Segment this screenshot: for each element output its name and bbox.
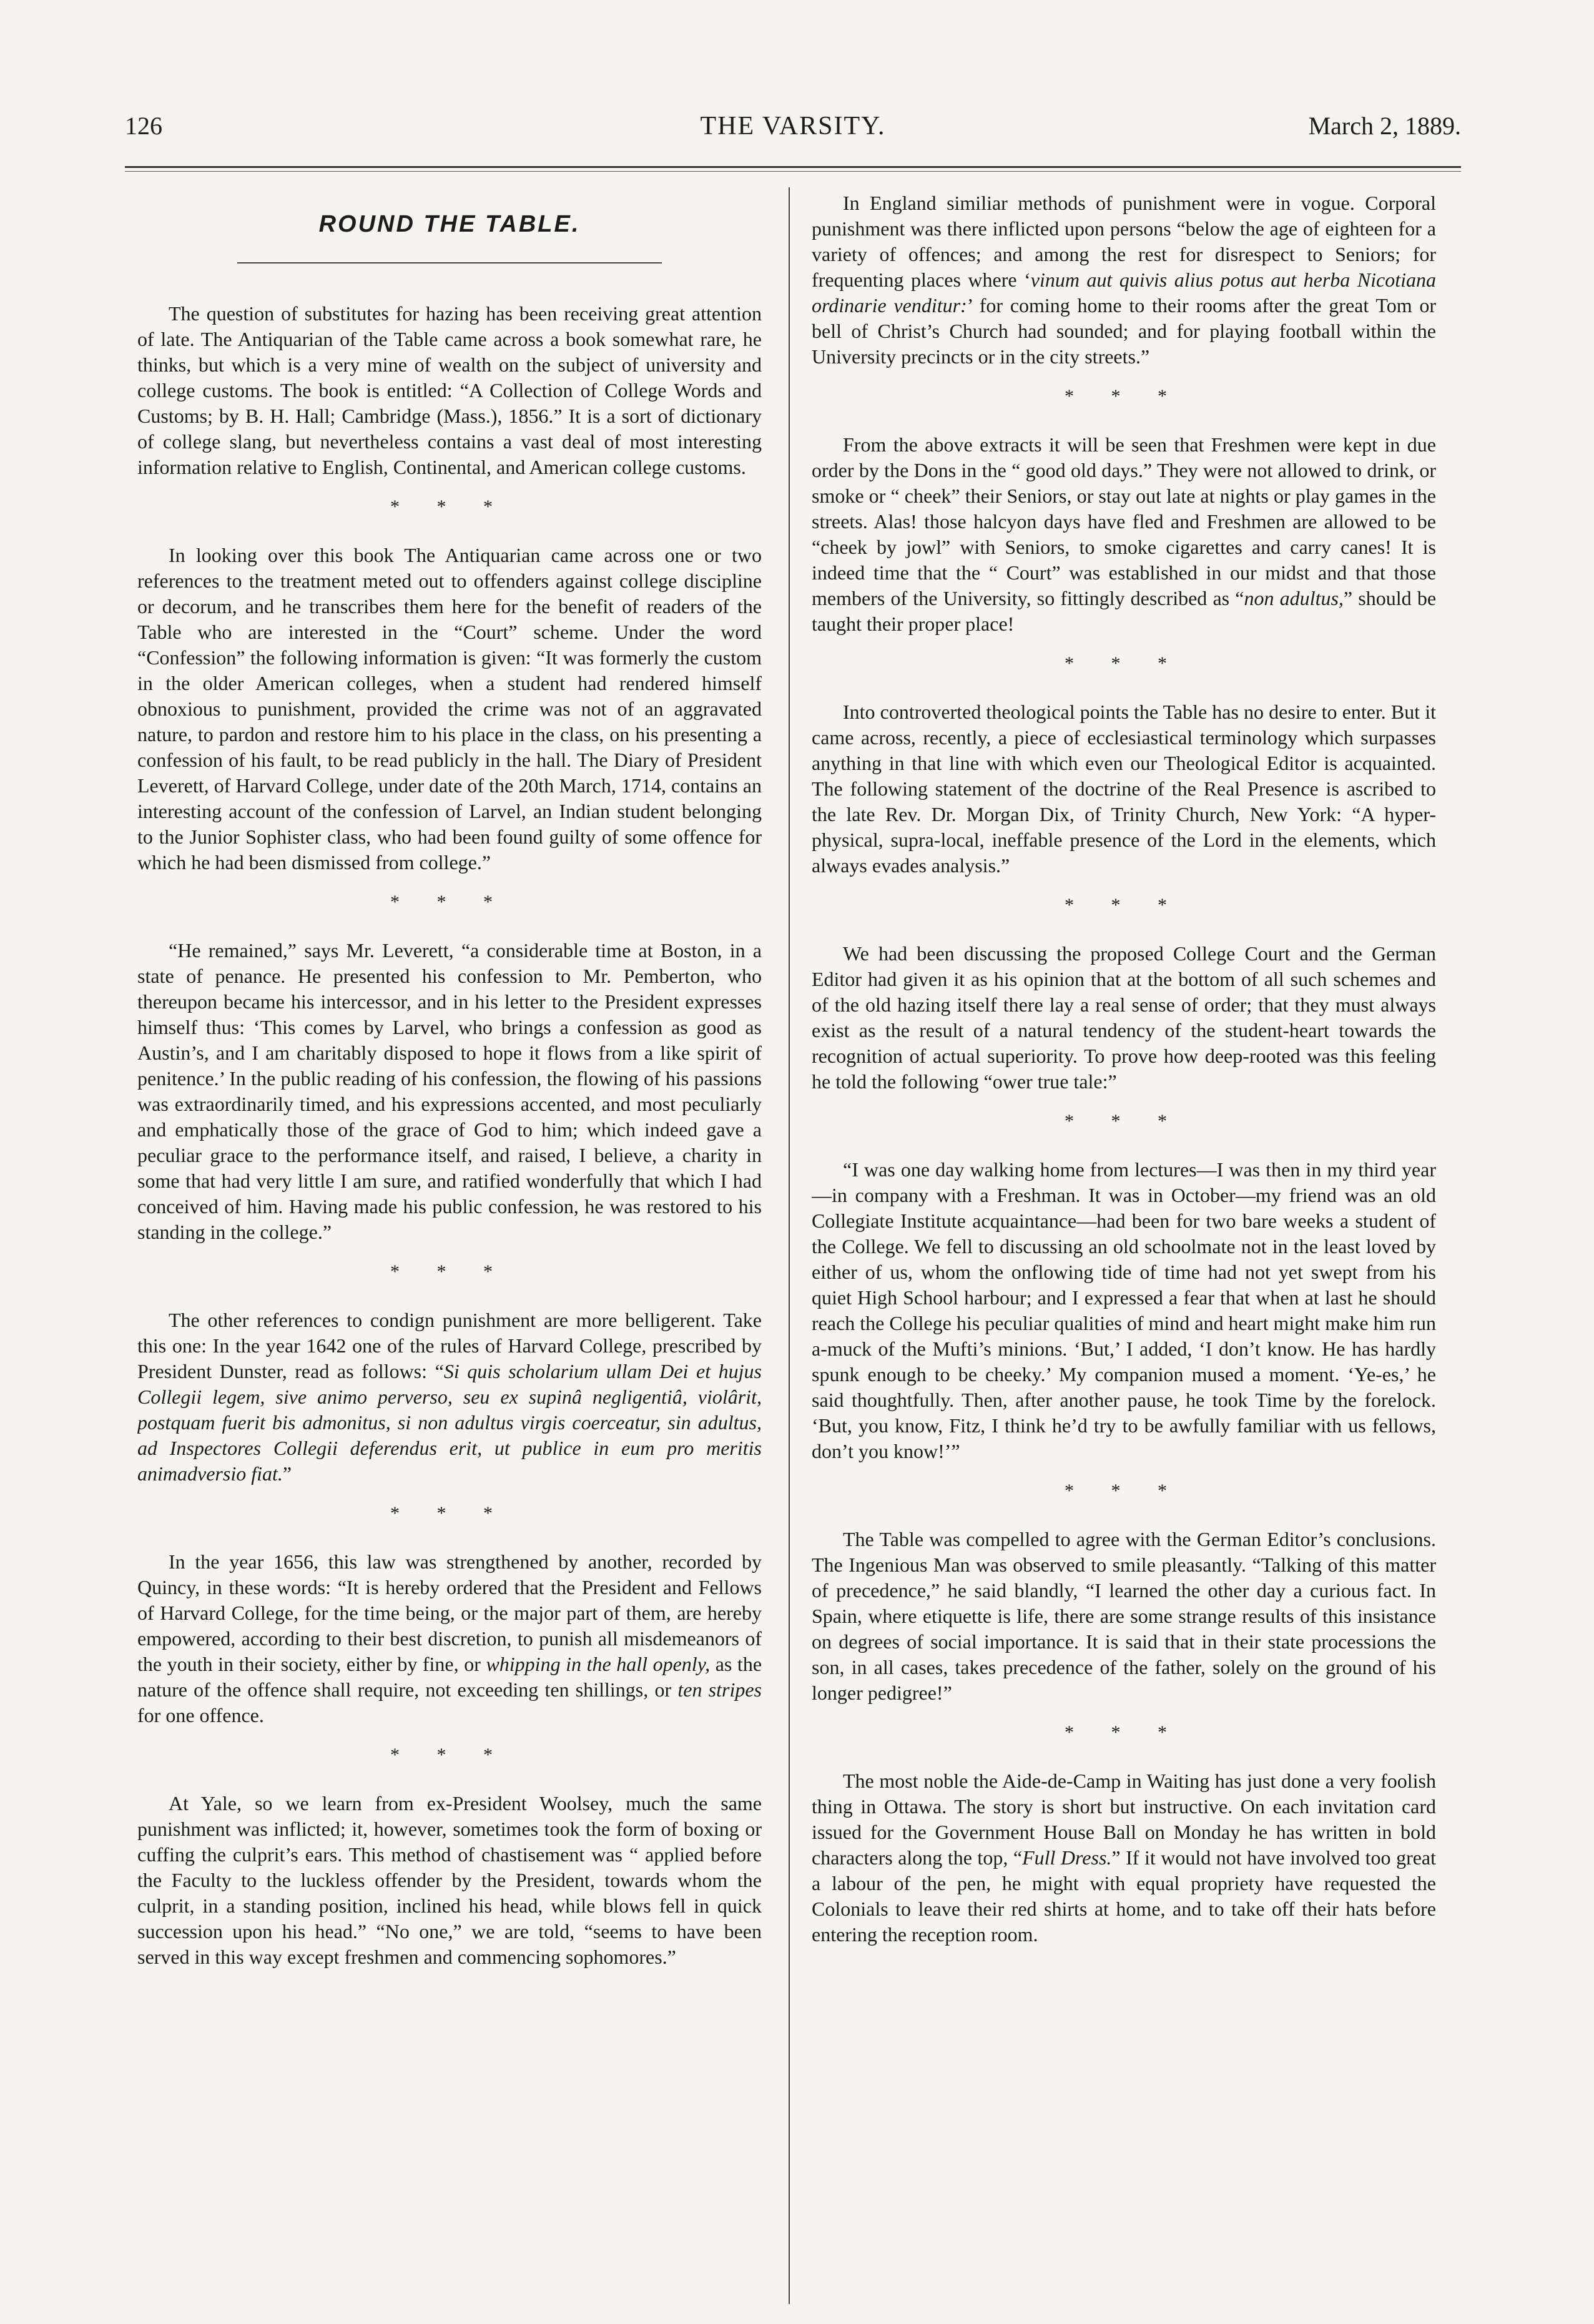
paragraph-text: In England similiar methods of punishment were in vogue. Corporal punishment was there inflicted upon persons “below the age of eighteen for a variety of offences; and among the rest for disrespect to Seniors; for frequenting places where ‘ xyxy=(812,192,1436,291)
asterism-separator: * * * xyxy=(1065,895,1183,915)
paragraph xyxy=(812,190,1436,370)
title-rule xyxy=(237,262,662,263)
italic-phrase: whipping in the hall openly, xyxy=(486,1653,711,1675)
asterism-separator: * * * xyxy=(1065,1480,1183,1501)
asterism-separator: * * * xyxy=(1065,653,1183,674)
asterism-separator: * * * xyxy=(390,1503,509,1524)
paragraph xyxy=(137,1307,762,1487)
paragraph: The question of substitutes for hazing has been receiving great attention of late. The Antiquarian of the Table came across a book somewhat rare, he thinks, but which is a very mine of wealth on the subject of university and college customs. The book is entitled: “A Collection of College Words and Customs; by B. H. Hall; Cambridge (Mass.), 1856.” It is a sort of dictionary of college slang, but nevertheless contains a vast deal of most interesting information relative to English, Continental, and American college customs. xyxy=(137,302,762,478)
asterism-separator: * * * xyxy=(1065,1111,1183,1131)
paragraph: “He remained,” says Mr. Leverett, “a considerable time at Boston, in a state of penance. He presented his confession to Mr. Pemberton, who thereupon became his intercessor, and in his letter to the President expresses himself thus: ‘This comes by Larvel, who brings a confession as good as Austin’s, and I am charitably disposed to hope it flows from a like spirit of penitence.’ In the public reading of his confession, the flowing of his passions was extraordinarily timed, and his expressions accented, and most peculiarly and emphatically those of the grace of God to him; which indeed gave a peculiar grace to the performance itself, and raised, I believe, a charity in some that had very little I am sure, and ratified wonderfully that which I had conceived of him. Having made his public confession, he was restored to his standing in the college.” xyxy=(137,939,762,1243)
paragraph-text: The other references to condign punishment are more belligerent. Take this one: In the year 1642 one of the rules of Harvard College, prescribed by President Dunster, read as follows: “ xyxy=(137,1309,762,1382)
asterism-separator: * * * xyxy=(390,1261,509,1282)
paragraph-text: as the nature of the offence shall require, not exceeding ten shillings, or xyxy=(137,1653,762,1701)
right-column xyxy=(812,190,1436,2301)
paragraph-text: for one offence. xyxy=(137,1704,264,1726)
paragraph-text: ’ for coming home to their rooms after the great Tom or bell of Christ’s Church had sounded; and for playing football within the University precincts or in the city streets.” xyxy=(812,294,1436,368)
paragraph-text: The most noble the Aide-de-Camp in Waiting has just done a very foolish thing in Ottawa. The story is short but instructive. On each invitation card issued for the Government House Ball on Monday he has written in bold characters along the top, “ xyxy=(812,1770,1436,1869)
paragraph: Into controverted theological points the Table has no desire to enter. But it came across, recently, a piece of ecclesiastical terminology which surpasses anything in that line with which even our Theological Editor is acquainted. The following statement of the doctrine of the Real Presence is ascribed to the late Rev. Dr. Morgan Dix, of Trinity Church, New York: “A hyper-physical, supra-local, ineffable presence of the Lord in the elements, which always evades analysis.” xyxy=(812,701,1436,877)
paragraph xyxy=(137,1549,762,1728)
paragraph xyxy=(812,1768,1436,1947)
quote-close: ” xyxy=(282,1462,292,1485)
paragraph xyxy=(812,432,1436,637)
paragraph: We had been discussing the proposed College Court and the German Editor had given it as his opinion that at the bottom of all such schemes and of the old hazing itself there lay a real sense of order; that they must always exist as the result of a natural tendency of the student-heart towards the recognition of actual superiority. To prove how deep-rooted was this feeling he told the following “ower true tale:” xyxy=(812,942,1436,1093)
header-rule xyxy=(125,166,1461,168)
header-rule-thin xyxy=(125,171,1461,172)
latin-quotation: Si quis scholarium ullam Dei et hujus Collegii legem, sive animo perverso, seu ex supinâ negligentiâ, violârit, postquam fuerit bis admonitus, si non adultus virgis coerceatur, sin adultus, ad Inspectores Collegii deferendus erit, ut publice in eum pro meritis animadversio fiat. xyxy=(137,1360,762,1485)
section-title: ROUND THE TABLE. xyxy=(318,211,581,237)
asterism-separator: * * * xyxy=(1065,386,1183,406)
paragraph: “I was one day walking home from lectures—I was then in my third year—in company with a Freshman. It was in October—my friend was an old Collegiate Institute acquaintance—had been for two bare weeks a student of the College. We fell to discussing an old schoolmate not in the least loved by either of us, whom the onflowing tide of time had not yet swept from his quiet High School harbour; and I expressed a fear that when at last he should reach the College his peculiar qualities of mind and heart might make him run a-muck of the Mufti’s minions. ‘But,’ I added, ‘I don’t know. He has hardly spunk enough to be cheeky.’ My companion mused a moment. ‘Ye-es,’ he said thoughtfully. Then, after another pause, he took Time by the forelock. ‘But, you know, Fitz, I think he’d try to be awfully familiar with us fellows, don’t you know!’” xyxy=(812,1158,1436,1462)
asterism-separator: * * * xyxy=(1065,1722,1183,1743)
issue-date: March 2, 1889. xyxy=(1308,112,1461,140)
left-column xyxy=(137,190,762,2301)
page-header xyxy=(125,111,1461,155)
italic-phrase: ten stripes xyxy=(677,1678,762,1701)
paragraph-text: From the above extracts it will be seen that Freshmen were kept in due order by the Dons in the “ good old days.” They were not allowed to drink, or smoke or “ cheek” their Seniors, or stay out late at nights or play games in the streets. Alas! those halcyon days have fled and Freshmen are allowed to be “cheek by jowl” with Seniors, to smoke cigarettes and carry canes! It is indeed time that the “ Court” was established in our midst and that those members of the University, so fittingly described as “ xyxy=(812,433,1436,609)
asterism-separator: * * * xyxy=(390,496,509,517)
column-divider xyxy=(789,187,790,2304)
italic-phrase: Full Dress. xyxy=(1022,1846,1112,1869)
paragraph-text: ” If it would not have involved too great a labour of the pen, he might with equal propriety have requested the Colonials to leave their red shirts at home, and to take off their hats before entering the reception room. xyxy=(812,1846,1436,1946)
latin-quotation: vinum aut quivis alius potus aut herba Nicotiana ordinarie venditur: xyxy=(812,268,1436,317)
page-number: 126 xyxy=(125,112,162,140)
paragraph: At Yale, so we learn from ex-President Woolsey, much the same punishment was inflicted; it, however, sometimes took the form of boxing or cuffing the culprit’s ears. This method of chastisement was “ applied before the Faculty to the luckless offender by the President, towards whom the culprit, in a standing position, inclined his head, while blows fell in quick succession upon his head.” “No one,” we are told, “seems to have been served in this way except freshmen and commencing sophomores.” xyxy=(137,1792,762,1968)
publication-title: THE VARSITY. xyxy=(700,112,886,140)
italic-phrase: non adultus, xyxy=(1244,587,1344,609)
paragraph: The Table was compelled to agree with the German Editor’s conclusions. The Ingenious Man was observed to smile pleasantly. “Talking of this matter of precedence,” he said blandly, “I learned the other day a curious fact. In Spain, where etiquette is life, there are some strange results of this insistance on degrees of social importance. It is said that in their state processions the son, in all cases, takes precedence of the father, solely on the ground of his longer pedigree!” xyxy=(812,1528,1436,1704)
paragraph-text: In the year 1656, this law was strengthened by another, recorded by Quincy, in these words: “It is hereby ordered that the President and Fellows of Harvard College, for the time being, or the major part of them, are hereby empowered, according to their best discretion, to punish all misdemeanors of the youth in their society, either by fine, or xyxy=(137,1550,762,1675)
paragraph: In looking over this book The Antiquarian came across one or two references to the treatment meted out to offenders against college discipline or decorum, and he transcribes them here for the benefit of readers of the Table who are interested in the “Court” scheme. Under the word “Confession” the following information is given: “It was formerly the custom in the older American colleges, when a student had rendered himself obnoxious to punishment, provided the crime was not of an aggravated nature, to pardon and restore him to his place in the class, on his presenting a confession of his fault, to be read publicly in the hall. The Diary of President Leverett, of Harvard College, under date of the 20th March, 1714, contains an interesting account of the confession of Larvel, an Indian student belonging to the Junior Sophister class, who had been found guilty of some offence for which he had been dismissed from college.” xyxy=(137,544,762,874)
asterism-separator: * * * xyxy=(390,892,509,912)
paragraph-text: ” should be taught their proper place! xyxy=(812,587,1436,635)
asterism-separator: * * * xyxy=(390,1745,509,1765)
